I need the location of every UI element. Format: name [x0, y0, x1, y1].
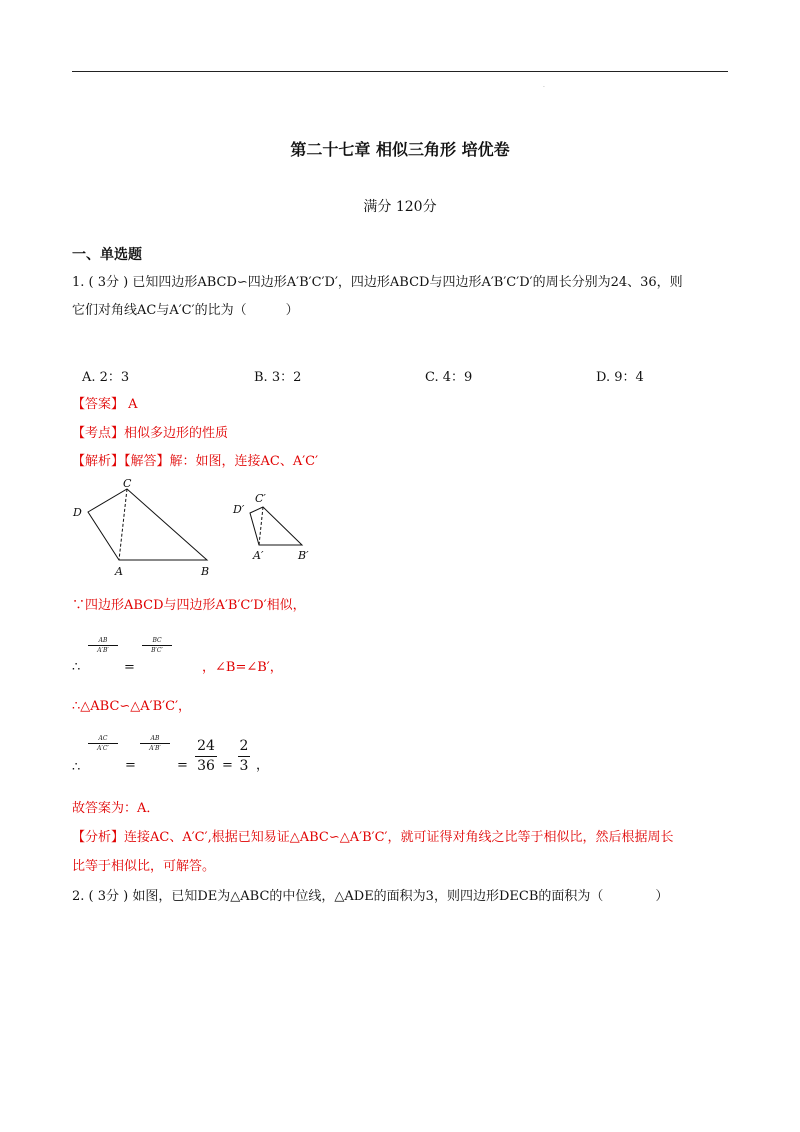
frac-numerator: AB [98, 637, 108, 644]
header-rule [72, 71, 728, 72]
label-d-prime: D′ [233, 503, 245, 516]
q1-stem-line2: 它们对角线AC与A′C′的比为（ ） [72, 303, 299, 318]
q1-step4-frac-2-3 [238, 738, 250, 775]
frac-numerator: BC [152, 637, 162, 644]
q1-step4-frac-ab [140, 735, 170, 752]
q2-stem-line1: 2. ( 3分 ) 如图，已知DE为△ABC的中位线，△ADE的面积为3，则四边形DECB的面积为（ ） [72, 889, 669, 904]
quad-abcd [88, 489, 207, 560]
label-c: C [123, 477, 132, 490]
q1-step4-frac-ac [88, 735, 118, 752]
q1-step4-tail: ， [256, 758, 270, 773]
frac-denominator: 36 [197, 758, 215, 774]
q1-step4-frac-24-36 [195, 738, 217, 775]
q1-analysis-head: 【解析】【解答】解：如图，连接AC、A′C′ [72, 454, 319, 469]
q1-conclusion: 故答案为：A． [72, 801, 160, 816]
q1-figure [70, 476, 350, 581]
quad-abcd-prime [250, 507, 302, 545]
page-title: 第二十七章 相似三角形 培优卷 [290, 140, 510, 159]
label-c-prime: C′ [255, 492, 266, 505]
label-d: D [73, 506, 82, 519]
q1-step-3: ∴△ABC∽△A′B′C′， [72, 699, 192, 714]
frac-denominator: B′C′ [151, 647, 163, 654]
q1-step4-equals-3: = [222, 758, 233, 773]
q1-step2-therefore: ∴ [72, 660, 81, 675]
q1-answer: 【答案】 A [72, 397, 138, 412]
q1-step-1: ∵四边形ABCD与四边形A′B′C′D′相似， [72, 598, 306, 613]
frac-denominator: 3 [239, 758, 249, 774]
q1-step2-equals: = [124, 660, 135, 675]
label-b: B [201, 565, 210, 578]
q1-review-line1: 【分析】连接AC、A′C′,根据已知易证△ABC∽△A′B′C′，就可证得对角线之比等于相似比，然后根据周长 [72, 830, 674, 845]
q1-option-c: C. 4：9 [425, 370, 473, 385]
header-mark: · [543, 84, 545, 91]
frac-denominator: A′C′ [97, 745, 109, 752]
total-score: 满分 120分 [363, 199, 437, 215]
frac-denominator: A′B′ [97, 647, 109, 654]
q1-step2-tail: ，∠B=∠B′， [202, 660, 283, 675]
q1-option-b: B. 3：2 [254, 370, 302, 385]
frac-numerator: AB [150, 735, 160, 742]
q1-step2-frac-bc [142, 637, 172, 654]
q1-stem-line1: 1. ( 3分 ) 已知四边形ABCD∽四边形A′B′C′D′，四边形ABCD与四边形A′B′C′D′的周长分别为24、36，则 [72, 275, 683, 290]
q1-step4-therefore: ∴ [72, 760, 81, 775]
frac-denominator: A′B′ [149, 745, 161, 752]
q1-step4-equals-2: = [177, 758, 188, 773]
section-heading: 一、单选题 [72, 247, 142, 263]
frac-numerator: 24 [197, 738, 215, 754]
label-a: A [115, 565, 123, 578]
q1-step2-frac-ab [88, 637, 118, 654]
q1-option-a: A. 2：3 [82, 370, 130, 385]
frac-numerator: AC [98, 735, 108, 742]
frac-numerator: 2 [239, 738, 249, 754]
label-a-prime: A′ [253, 549, 264, 562]
q1-option-d: D. 9：4 [596, 370, 644, 385]
label-b-prime: B′ [298, 549, 309, 562]
q1-step4-equals-1: = [125, 758, 136, 773]
q1-knowledge-point: 【考点】相似多边形的性质 [72, 426, 229, 441]
q1-review-line2: 比等于相似比，可解答。 [72, 859, 216, 874]
